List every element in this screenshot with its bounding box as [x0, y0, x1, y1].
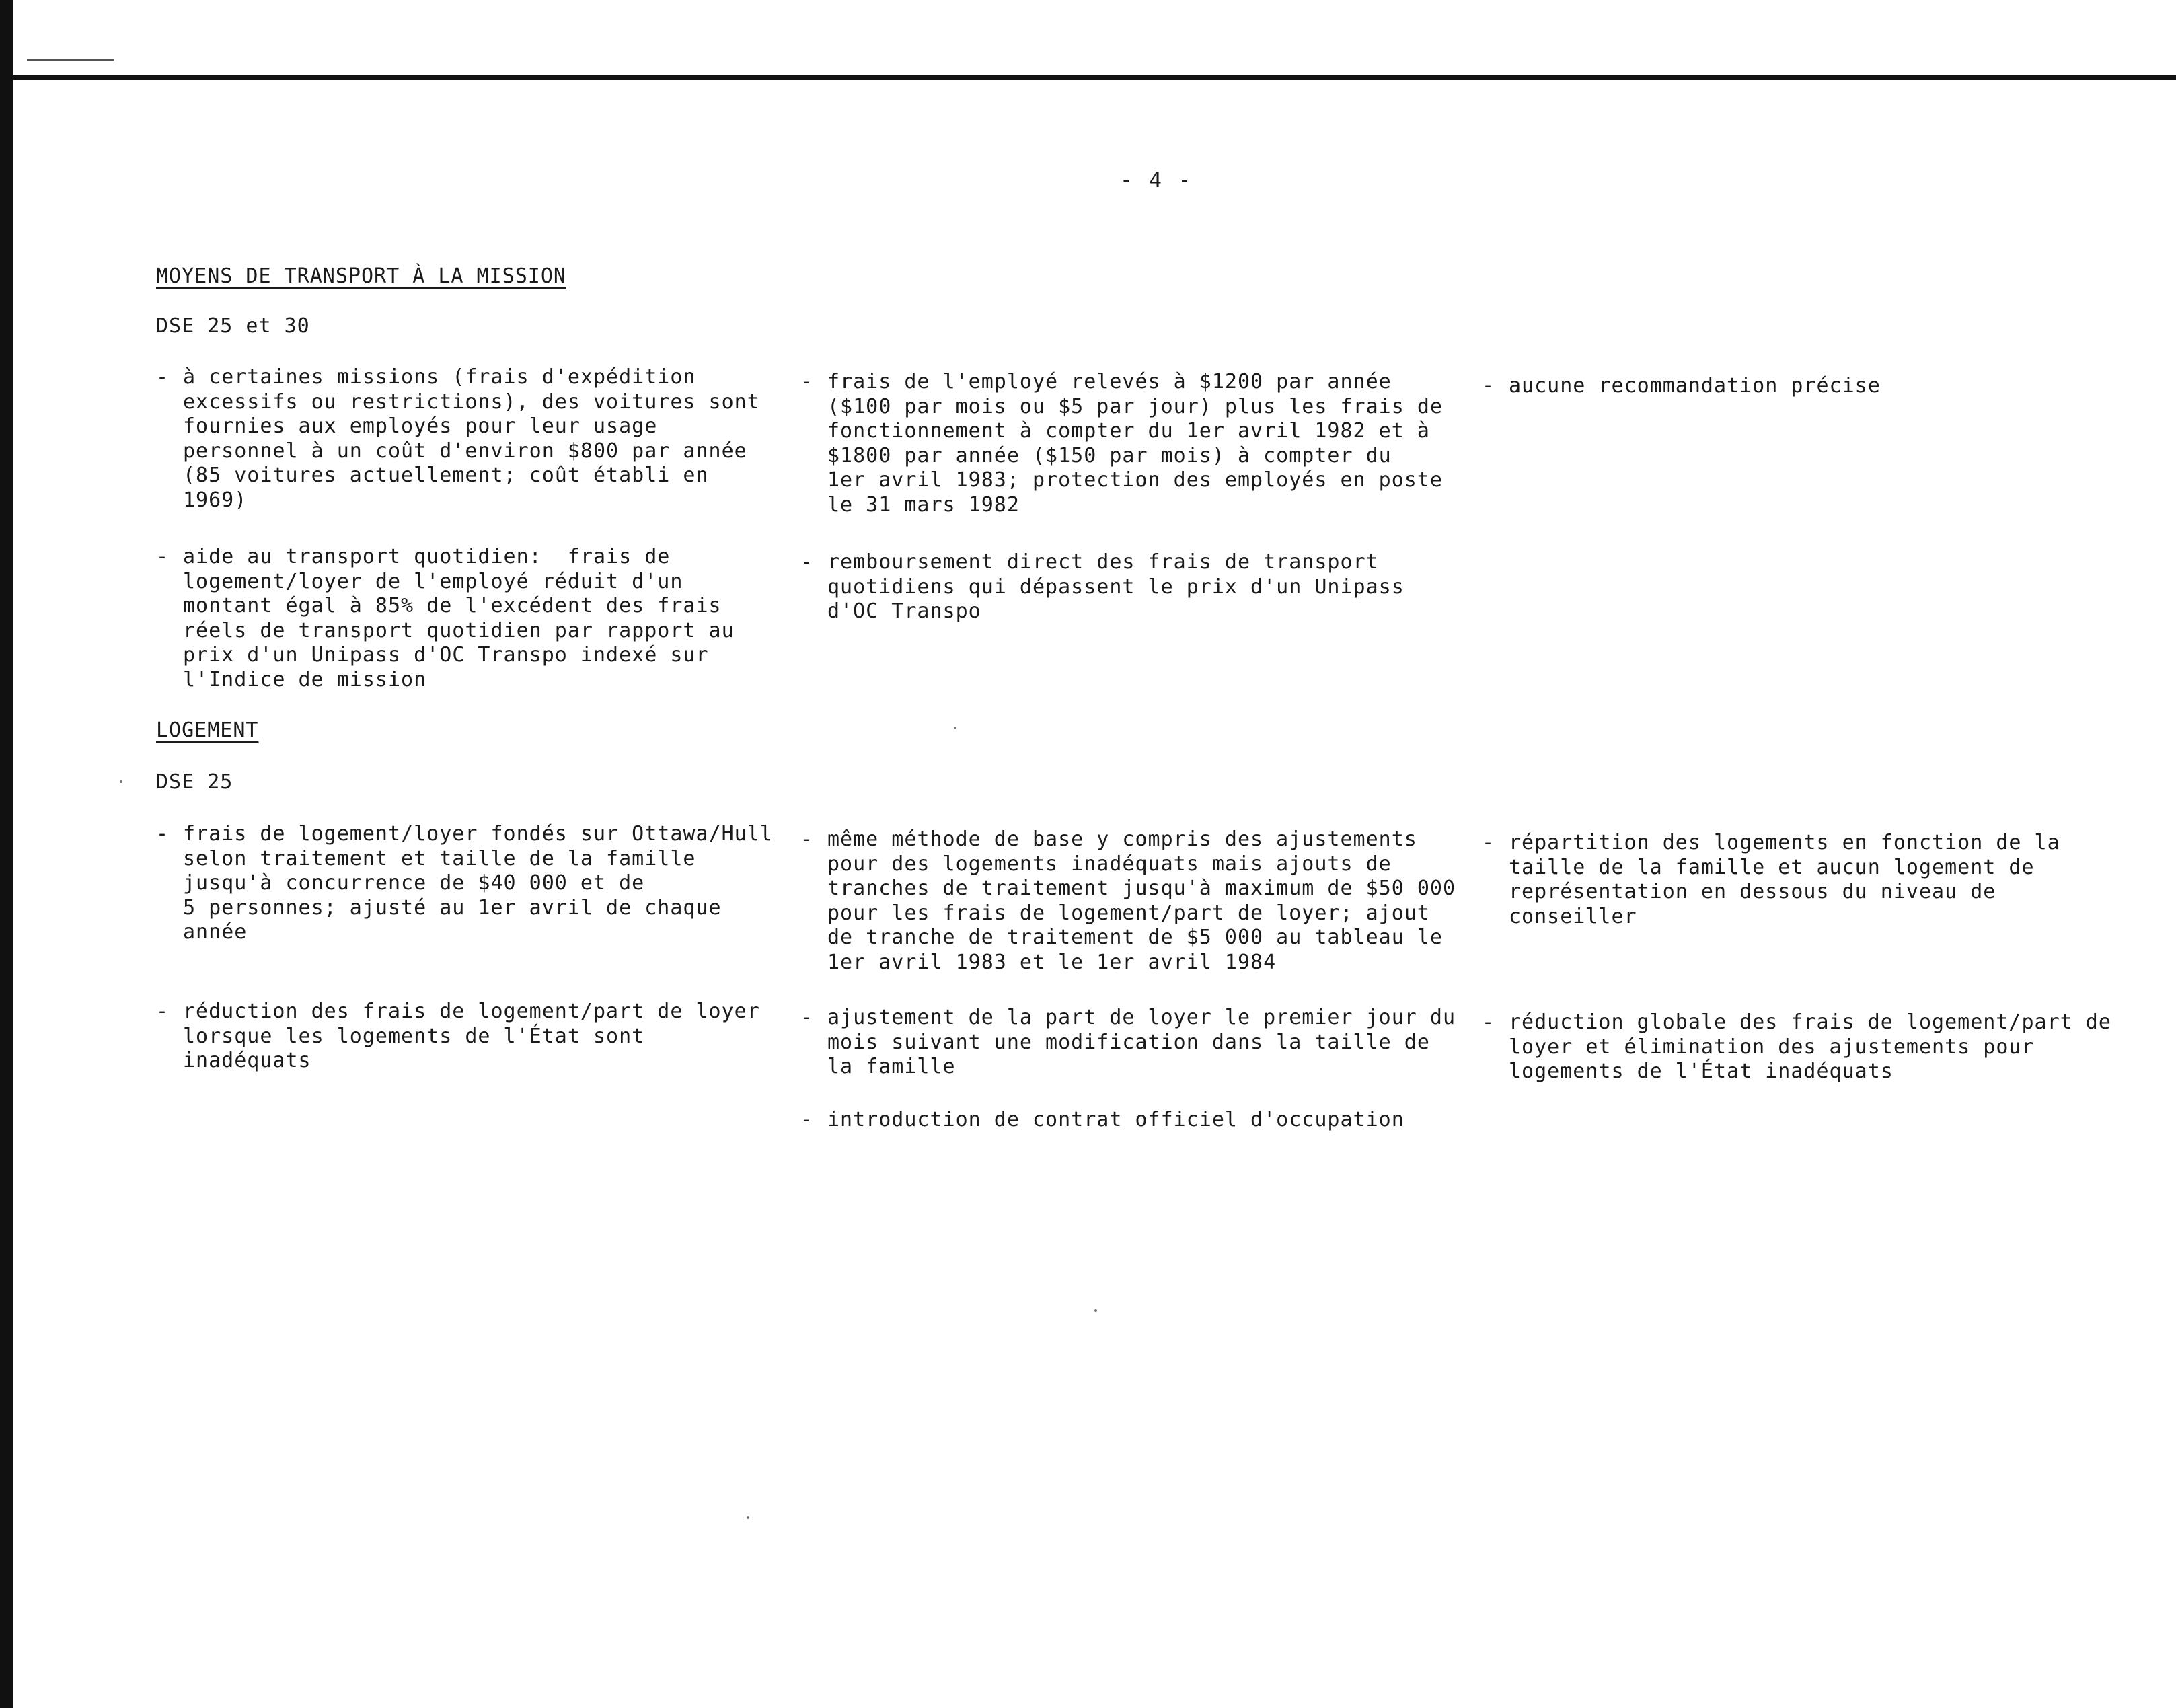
scan-speck	[954, 727, 956, 729]
bullet-dash: -	[1482, 831, 1495, 854]
logement-proposed-item-3: - introduction de contrat officiel d'occupation	[800, 1108, 1404, 1131]
logement-current-item-2: - réduction des frais de logement/part de loyer lorsque les logements de l'État sont inadéquats	[156, 1000, 760, 1072]
logement-proposed-item-1: - même méthode de base y compris des ajustements pour des logements inadéquats mais ajouts de tranches de traitement jusqu'à maximum de $50 000 pour les frais de logement/part de loyer; ajout de tranche de traitement de $5 000 au tableau le 1er avril 1983 et le 1er avril 1984	[800, 827, 1456, 974]
bullet-dash: -	[156, 545, 170, 568]
logement-recommendation-item-2: - réduction globale des frais de logement/part de loyer et élimination des ajustements pour logements de l'État inadéquats	[1482, 1010, 2111, 1083]
transport-current-item-1: - à certaines missions (frais d'expédition excessifs ou restrictions), des voitures sont fournies aux employés pour leur usage personnel à un coût d'environ $800 par année (85 voitures actuellement; coût établi en 1969)	[156, 365, 760, 512]
bullet-dash: -	[800, 1108, 814, 1131]
section-heading-transport: MOYENS DE TRANSPORT À LA MISSION	[156, 264, 566, 288]
bullet-dash: -	[156, 365, 170, 389]
page-number: - 4 -	[1120, 168, 1193, 192]
logement-recommendation-item-1: - répartition des logements en fonction de la taille de la famille et aucun logement de représentation en dessous du niveau de conseiller	[1482, 831, 2060, 928]
bullet-dash: -	[800, 550, 814, 574]
section-subheading-logement: DSE 25	[156, 770, 233, 794]
scan-speck	[1094, 1309, 1097, 1312]
transport-current-item-2: - aide au transport quotidien: frais de logement/loyer de l'employé réduit d'un montant égal à 85% de l'excédent des frais réels de transport quotidien par rapport au prix d'un Unipass d'OC Transpo indexé sur l'Indice de mission	[156, 545, 735, 692]
transport-recommendation-item-1: - aucune recommandation précise	[1482, 374, 1881, 398]
bullet-dash: -	[1482, 1010, 1495, 1034]
top-rule	[0, 75, 2176, 80]
transport-proposed-item-2: - remboursement direct des frais de transport quotidiens qui dépassent le prix d'un Unipass d'OC Transpo	[800, 550, 1404, 623]
scan-left-edge	[0, 0, 13, 1708]
bullet-dash: -	[800, 827, 814, 851]
section-heading-logement: LOGEMENT	[156, 718, 259, 742]
logement-current-item-1: - frais de logement/loyer fondés sur Ottawa/Hull selon traitement et taille de la famille jusqu'à concurrence de $40 000 et de 5 personnes; ajusté au 1er avril de chaque année	[156, 822, 773, 944]
bullet-dash: -	[156, 1000, 170, 1023]
logement-proposed-item-2: - ajustement de la part de loyer le premier jour du mois suivant une modification dans la taille de la famille	[800, 1006, 1456, 1078]
bullet-dash: -	[800, 370, 814, 394]
bullet-dash: -	[156, 822, 170, 846]
scan-top-mark	[27, 59, 114, 61]
bullet-dash: -	[800, 1006, 814, 1029]
scan-speck	[747, 1516, 749, 1519]
bullet-dash: -	[1482, 374, 1495, 398]
transport-proposed-item-1: - frais de l'employé relevés à $1200 par année ($100 par mois ou $5 par jour) plus les frais de fonctionnement à compter du 1er avril 1982 et à $1800 par année ($150 par mois) à compter du 1er avril 1983; protection des employés en poste le 31 mars 1982	[800, 370, 1443, 517]
section-subheading-transport: DSE 25 et 30	[156, 314, 310, 338]
scan-speck	[120, 780, 122, 783]
